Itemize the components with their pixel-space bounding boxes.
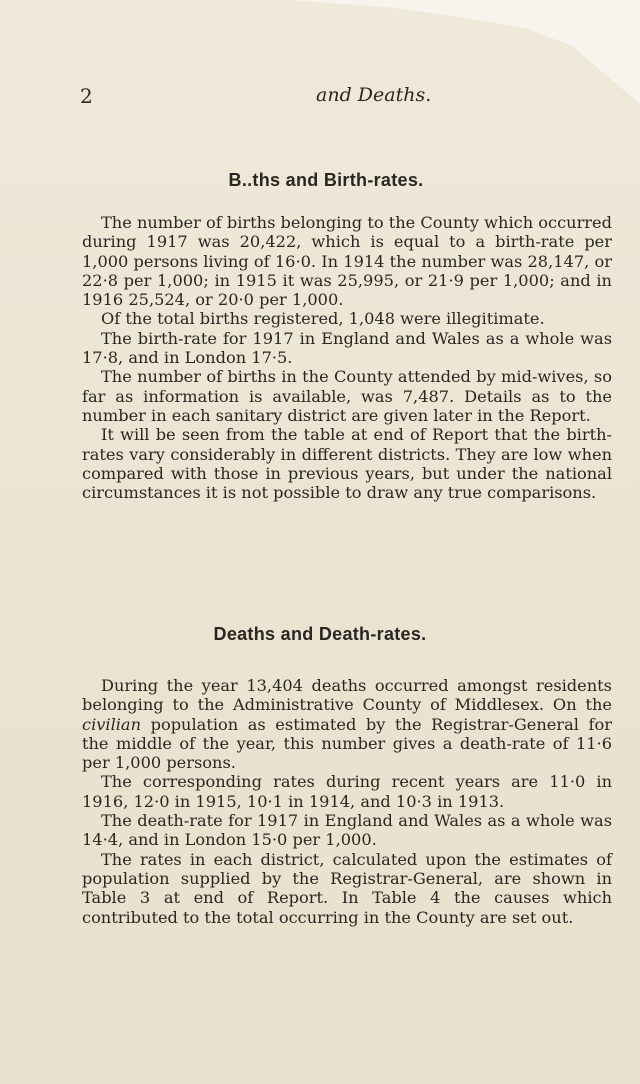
torn-corner bbox=[260, 0, 640, 130]
deaths-paragraph-4: The rates in each district, calculated upon the estimates of population supplied by the Registrar-General, are shown in Table 3 at end of Report. In Table 4 the causes which contributed to the total occurring in the County are set out. bbox=[82, 849, 612, 927]
deaths-section bbox=[82, 676, 612, 927]
running-head: and Deaths. bbox=[316, 84, 432, 106]
deaths-paragraph-2: The corresponding rates during recent years are 11·0 in 1916, 12·0 in 1915, 10·1 in 1914, and 10·3 in 1913. bbox=[82, 772, 612, 811]
births-paragraph-5: It will be seen from the table at end of Report that the birth-rates vary considerably in different districts. They are low when compared with those in previous years, but under the national circumstances it is not possible to draw any true comparisons. bbox=[82, 425, 612, 503]
births-heading: B..ths and Birth-rates. bbox=[228, 170, 424, 190]
deaths-paragraph-1 bbox=[82, 676, 612, 772]
deaths-p1-text-b: population as estimated by the Registrar-General for the middle of the year, this number gives a death-rate of 11·6 per 1,000 persons. bbox=[82, 714, 612, 773]
births-paragraph-2: Of the total births registered, 1,048 were illegitimate. bbox=[101, 309, 545, 329]
births-paragraph-1: The number of births belonging to the County which occurred during 1917 was 20,422, which is equal to a birth-rate per 1,000 persons living of 16·0. In 1914 the number was 28,147, or 22·8 per 1,000; in 1915 it was 25,995, or 21·9 per 1,000; and in 1916 25,524, or 20·0 per 1,000. bbox=[82, 213, 612, 310]
births-section bbox=[82, 213, 612, 502]
deaths-paragraph-3: The death-rate for 1917 in England and Wales as a whole was 14·4, and in London 15·0 per 1,000. bbox=[82, 811, 612, 850]
births-paragraph-3: The birth-rate for 1917 in England and Wales as a whole was 17·8, and in London 17·5. bbox=[82, 328, 612, 368]
civilian-italic: civilian bbox=[82, 714, 141, 734]
deaths-heading: Deaths and Death-rates. bbox=[213, 624, 427, 644]
deaths-p1-text-a: During the year 13,404 deaths occurred amongst residents belonging to the Administrative County of Middlesex. On the bbox=[82, 676, 612, 715]
page-number: 2 bbox=[80, 84, 93, 108]
births-paragraph-4: The number of births in the County attended by mid-wives, so far as information is available, was 7,487. Details as to the number in each sanitary district are given later in the Report. bbox=[82, 367, 612, 425]
